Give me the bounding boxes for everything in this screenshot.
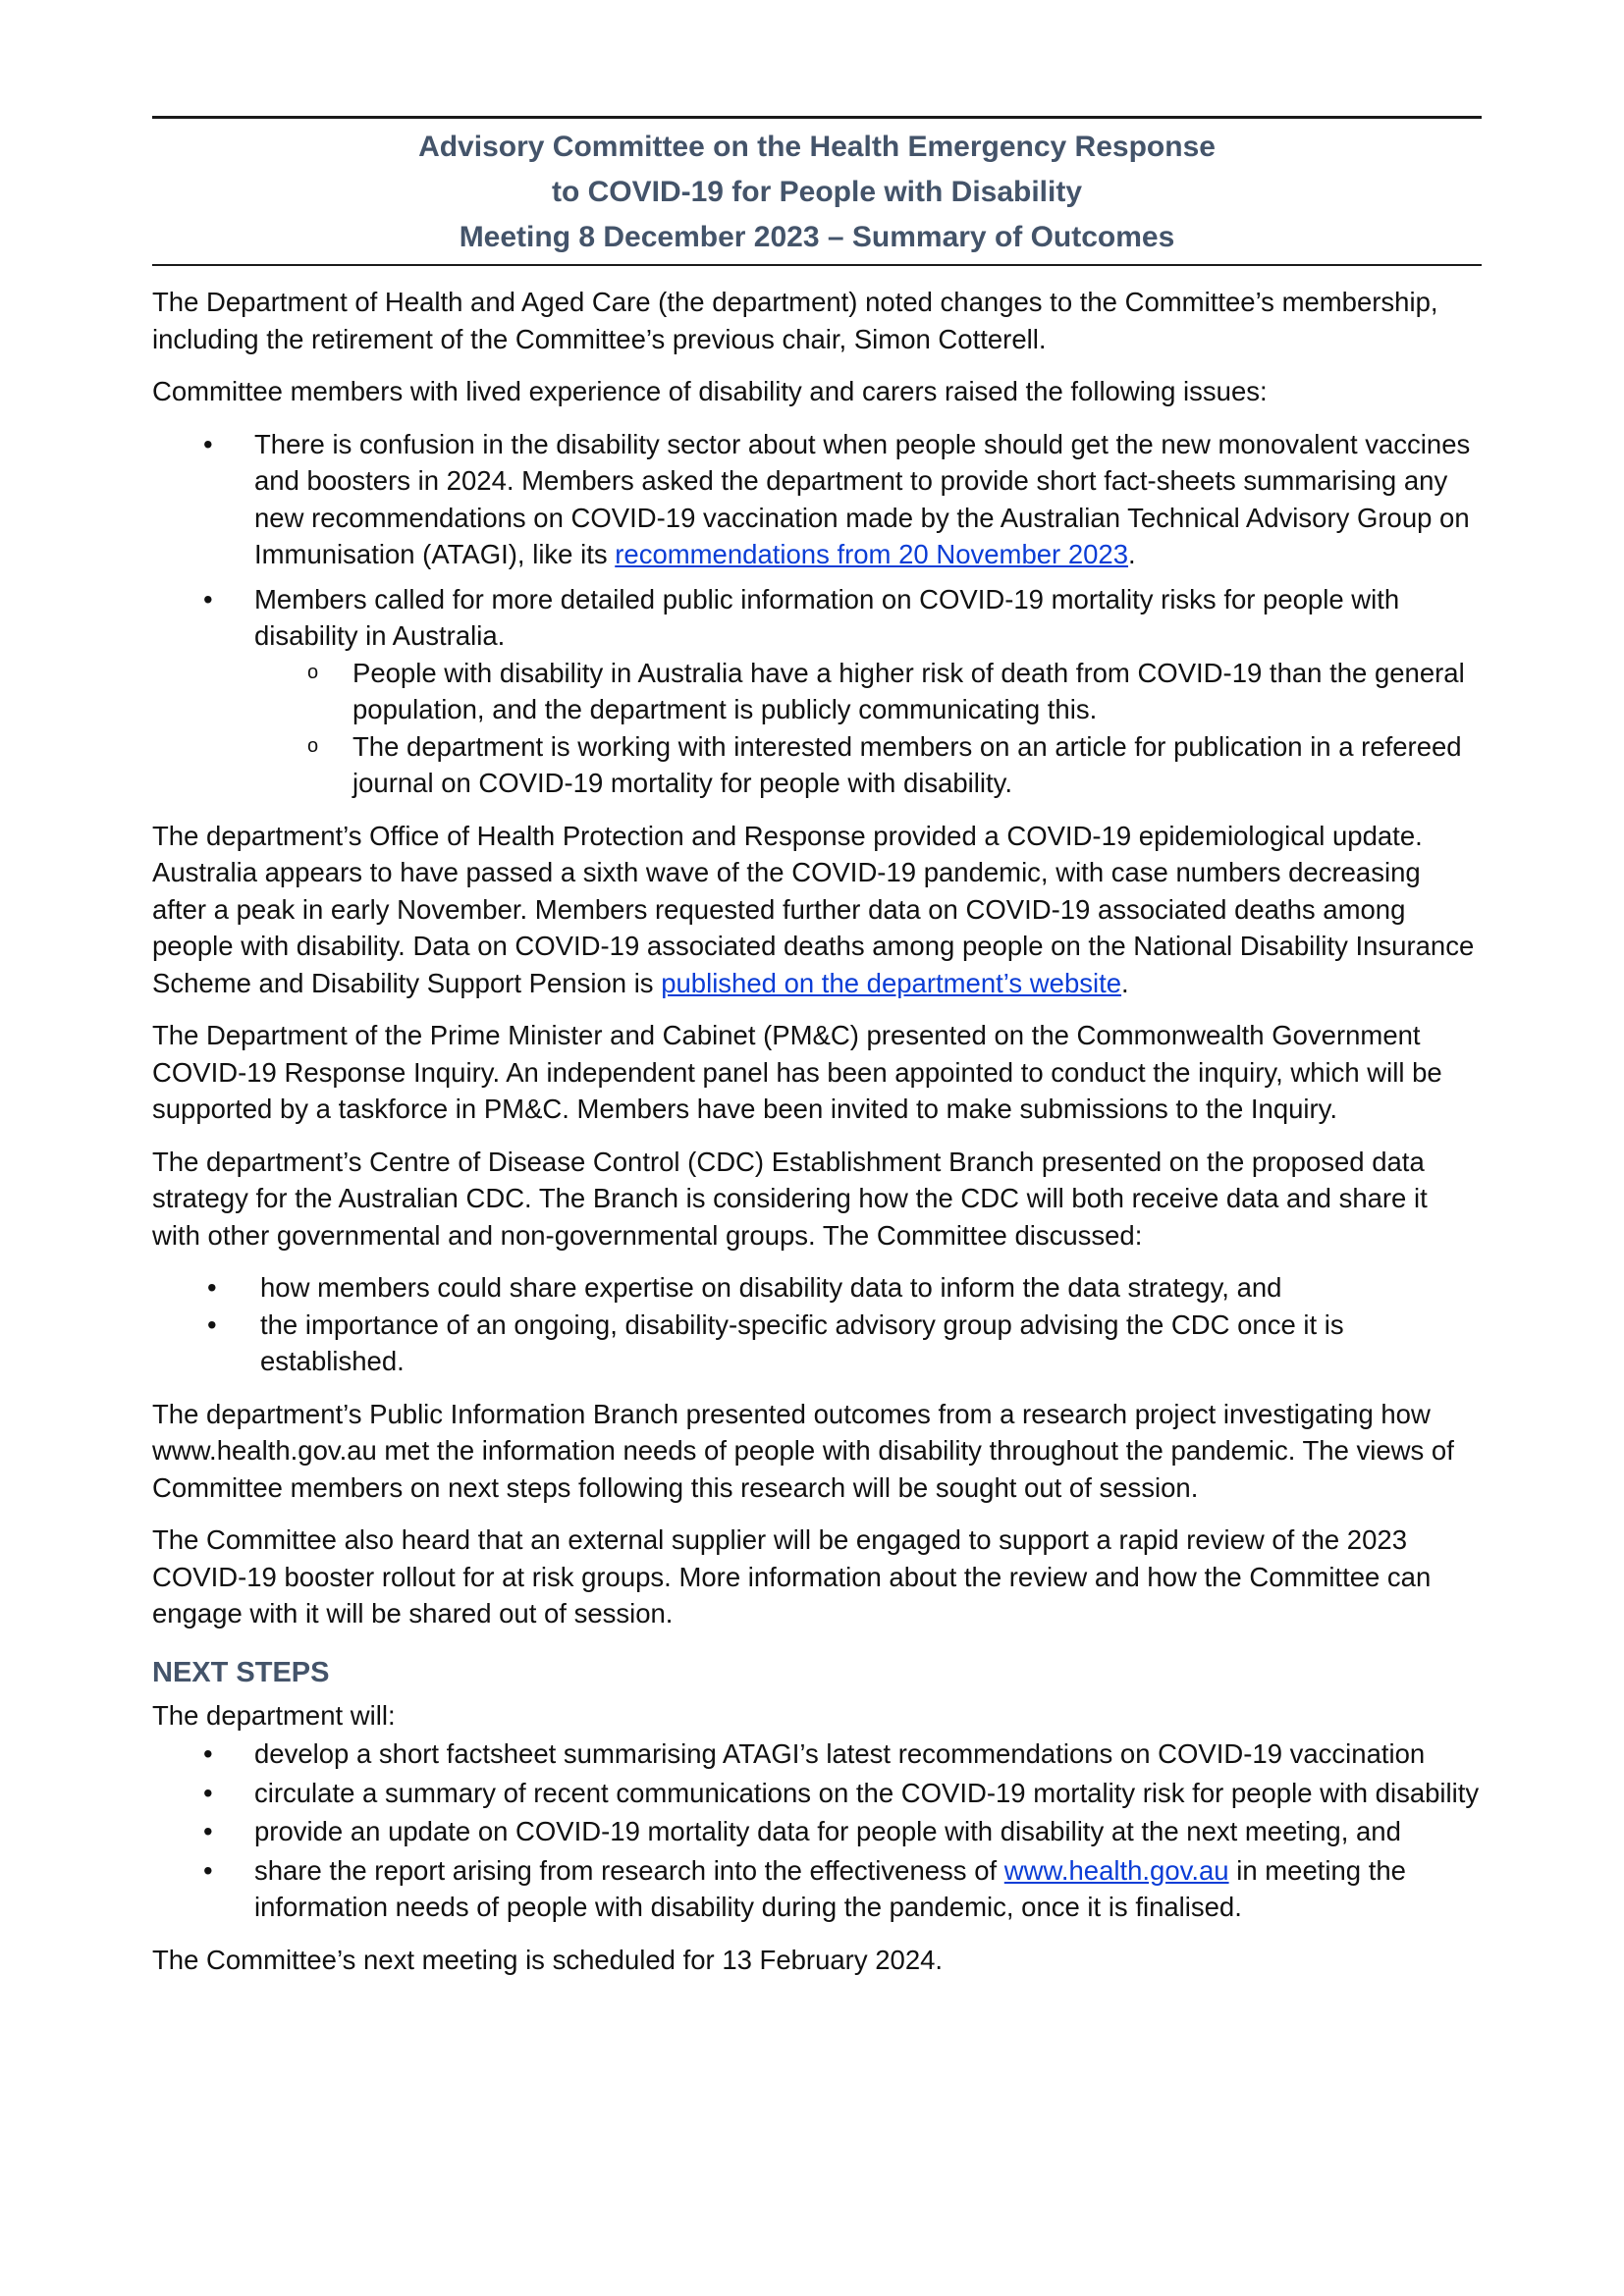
bullet-icon: • [203,1816,213,1846]
list-item [254,655,1482,728]
bullet-icon: • [203,583,213,614]
next-step-3: provide an update on COVID-19 mortality data for people with disability at the next meeting, and [254,1816,1401,1846]
list-item [254,728,1482,802]
pmc-paragraph: The Department of the Prime Minister and Cabinet (PM&C) presented on the Commonwealth Government COVID-19 Response Inquiry. An independent panel has been appointed to conduct the inquiry, which will be supported by a taskforce in PM&C. Members have been invited to make submissions to the Inquiry. [152,1020,1442,1124]
list-item [152,1775,1482,1812]
review-paragraph: The Committee also heard that an external supplier will be engaged to support a rapid review of the 2023 COVID-19 booster rollout for at risk groups. More information about the review and how the Committee can engage with it will be shared out of session. [152,1524,1432,1629]
next-steps-heading: NEXT STEPS [152,1656,330,1688]
pib-paragraph: The department’s Public Information Branch presented outcomes from a research project investigating how www.health.gov.au met the information needs of people with disability throughout the pandemic. The views of Committee members on next steps following this research will be sought out of session. [152,1398,1454,1503]
document-title [152,119,1482,264]
list-item [152,1269,1482,1307]
bullet-icon: • [203,428,213,459]
department-website-link[interactable]: published on the department’s website [661,967,1122,998]
document-page [152,116,1482,1978]
title-line-3: Meeting 8 December 2023 – Summary of Outcomes [459,221,1175,253]
issue-1-text: There is confusion in the disability sector about when people should get the new monovalent vaccines and boosters in 2024. Members asked the department to provide short fact-sheets summarising any new recommendations on COVID-19 vaccination made by the Australian Technical Advisory Group on Immunisation (ATAGI), like its [254,428,1471,569]
list-item [152,426,1482,573]
cdc-discussion-list [152,1269,1482,1380]
next-step-2: circulate a summary of recent communications on the COVID-19 mortality risk for people with disability [254,1777,1480,1808]
list-item [152,581,1482,802]
bullet-icon: • [207,1308,217,1340]
intro-paragraph: The Department of Health and Aged Care (the department) noted changes to the Committee’s membership, including the retirement of the Committee’s previous chair, Simon Cotterell. [152,287,1438,354]
next-steps-list [152,1735,1482,1926]
circle-bullet-icon: o [307,661,319,683]
bullet-icon: • [203,1854,213,1886]
sub-item-1-text: People with disability in Australia have a higher risk of death from COVID-19 than the general population, and the department is publicly communicating this. [352,657,1465,724]
cdc-paragraph: The department’s Centre of Disease Control (CDC) Establishment Branch presented on the proposed data strategy for the Australian CDC. The Branch is considering how the CDC will both receive data and share it with other governmental and non-governmental groups. The Committee discussed: [152,1146,1428,1251]
health-gov-link[interactable]: www.health.gov.au [1003,1854,1229,1886]
title-bottom-rule [152,264,1482,266]
next-step-4-start: share the report arising from research into the effectiveness of [254,1854,1004,1886]
ohpr-text: The department’s Office of Health Protection and Response provided a COVID-19 epidemiological update. Australia appears to have passed a sixth wave of the COVID-19 pandemic, with case numbers decreasing after a peak in early November. Members requested further data on COVID-19 associated deaths among people with disability. Data on COVID-19 associated deaths among people on the National Disability Insurance Scheme and Disability Support Pension is [152,820,1475,998]
ohpr-paragraph [152,818,1482,1002]
issue-1-end: . [1128,539,1136,569]
closing-paragraph: The Committee’s next meeting is scheduled for 13 February 2024. [152,1944,944,1975]
title-line-2: to COVID-19 for People with Disability [551,176,1083,208]
next-step-1: develop a short factsheet summarising ATAGI’s latest recommendations on COVID-19 vaccination [254,1738,1426,1769]
cdc-item-1: how members could share expertise on disability data to inform the data strategy, and [260,1272,1282,1303]
bullet-icon: • [203,1777,213,1808]
sub-item-2-text: The department is working with interested members on an article for publication in a refereed journal on COVID-19 mortality for people with disability. [352,730,1462,798]
issues-list [152,426,1482,802]
next-step-4-end: in meeting the information needs of people with disability during the pandemic, once it is finalised. [254,1854,1406,1922]
list-item [152,1813,1482,1850]
title-line-1: Advisory Committee on the Health Emergency Response [418,131,1216,163]
issues-lead-paragraph: Committee members with lived experience of disability and carers raised the following issues: [152,376,1268,406]
list-item [152,1852,1482,1926]
atagi-recommendations-link[interactable]: recommendations from 20 November 2023 [615,539,1129,569]
next-steps-lead: The department will: [152,1699,396,1731]
bullet-icon: • [207,1272,217,1303]
list-item [152,1735,1482,1773]
list-item [152,1307,1482,1380]
ohpr-end: . [1121,967,1129,998]
circle-bullet-icon: o [307,734,319,757]
cdc-item-2: the importance of an ongoing, disability-specific advisory group advising the CDC once it is established. [260,1308,1344,1376]
bullet-icon: • [203,1738,213,1769]
issue-2-sublist [254,655,1482,802]
issue-2-text: Members called for more detailed public information on COVID-19 mortality risks for people with disability in Australia. [254,583,1400,651]
